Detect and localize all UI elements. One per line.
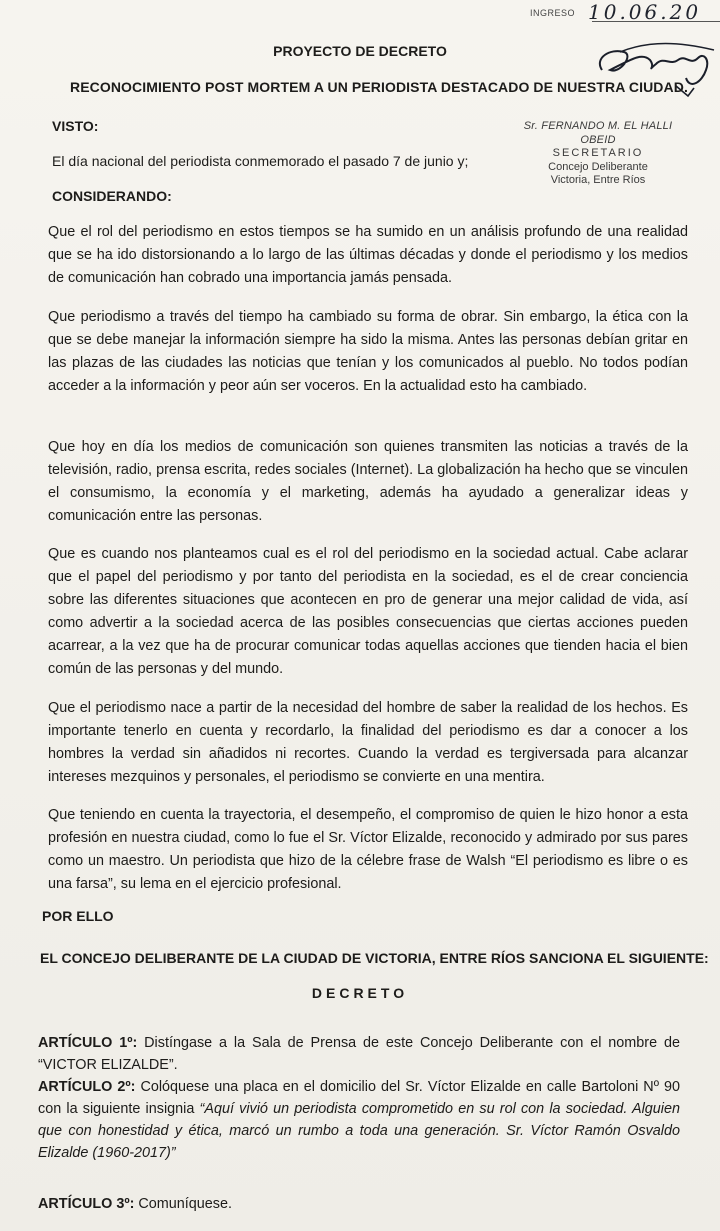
considerando-paragraph: Que periodismo a través del tiempo ha cambiado su forma de obrar. Sin embargo, la ética con la que se debe manejar la información siempre ha sido la misma. Antes las personas debían gritar en las plazas de las ciudades las noticias que tenían y los comunicados al pueblo. No todos podían acceder a la información y peor aún ser voceros. En la actualidad esto ha cambiado.	[48, 309, 688, 394]
article-3	[38, 1193, 680, 1215]
article-1	[38, 1032, 680, 1076]
considerando-paragraph: Que el periodismo nace a partir de la necesidad del hombre de saber la realidad de los hechos. Es importante tenerlo en cuenta y recordarlo, la finalidad del periodismo es dar a conocer a los hombres la verdad sin añadidos ni recortes. Cuando la verdad es tergiversada para alcanzar intereses mezquinos y personales, el periodismo se convierte en una mentira.	[48, 700, 688, 785]
article-2-text: Colóquese una placa en el domicilio del Sr. Víctor Elizalde en calle Bartoloni Nº 90 con la siguiente insignia	[38, 1079, 680, 1117]
visto-text: El día nacional del periodista conmemorado el pasado 7 de junio y;	[52, 153, 469, 169]
document-subtitle: RECONOCIMIENTO POST MORTEM A UN PERIODISTA DESTACADO DE NUESTRA CIUDAD.	[70, 79, 688, 95]
secretary-seal	[508, 120, 688, 188]
seal-name: Sr. FERNANDO M. EL HALLI OBEID	[523, 120, 673, 146]
seal-org: Concejo Deliberante	[548, 160, 648, 173]
considerando-paragraph: Que el rol del periodismo en estos tiempos se ha sumido en un análisis profundo de una realidad que se ha ido distorsionando a lo largo de las últimas décadas y donde el periodismo y los medios de comunicación han cobrado una importancia jamás pensada.	[48, 224, 688, 286]
stamp-line	[592, 21, 720, 22]
article-2	[38, 1076, 680, 1164]
considerando-paragraph: Que es cuando nos planteamos cual es el rol del periodismo en la sociedad actual. Cabe aclarar que el papel del periodismo y por tanto del periodista en la sociedad, es el de crear conciencia sobre las diferentes situaciones que acontecen en pro de generar una mejor calidad de vida, así como advertir a la sociedad acerca de las posibles consecuencias que ciertas acciones pueden acarrear, a la vez que ha de procurar comunicar todas aquellas acciones que tienden hacia el bien común de las personas y del mundo.	[48, 546, 688, 677]
considerando-paragraph: Que teniendo en cuenta la trayectoria, el desempeño, el compromiso de quien le hizo honor a esta profesión en nuestra ciudad, como lo fue el Sr. Víctor Elizalde, reconocido y admirado por sus pares como un maestro. Un periodista que hizo de la célebre frase de Walsh “El periodismo es libre o es una farsa”, su lema en el ejercicio profesional.	[48, 807, 688, 892]
por-ello-heading: POR ELLO	[42, 908, 114, 924]
article-2-label: ARTÍCULO 2º:	[38, 1079, 136, 1095]
article-3-text: Comuníquese.	[134, 1196, 232, 1212]
article-2-insignia: “Aquí vivió un periodista comprometido en su rol con la sociedad. Alguien que con honestidad y ética, marcó un rumbo a toda una generación. Sr. Víctor Ramón Osvaldo Elizalde (1960-2017)”	[38, 1101, 680, 1161]
stamp-date: 10.06.20	[588, 0, 702, 24]
seal-role: SECRETARIO	[552, 147, 644, 159]
seal-place: Victoria, Entre Ríos	[550, 174, 646, 186]
considerando-paragraph: Que hoy en día los medios de comunicación son quienes transmiten las noticias a través de la televisión, radio, prensa escrita, redes sociales (Internet). La globalización ha hecho que se vinculen el consumismo, la economía y el marketing, además ha ayudado a generalizar ideas y comunicación entre las personas.	[48, 439, 688, 524]
document-title: PROYECTO DE DECRETO	[273, 43, 447, 59]
concejo-sanciona-heading: EL CONCEJO DELIBERANTE DE LA CIUDAD DE VICTORIA, ENTRE RÍOS SANCIONA EL SIGUIENTE:	[40, 950, 709, 966]
article-1-text: Distíngase a la Sala de Prensa de este Concejo Deliberante con el nombre de “VICTOR ELIZALDE”.	[38, 1035, 680, 1073]
decreto-heading: DECRETO	[311, 985, 409, 1001]
reception-stamp	[530, 2, 720, 32]
article-3-label: ARTÍCULO 3º:	[38, 1196, 135, 1212]
considerando-label: CONSIDERANDO:	[52, 188, 172, 204]
stamp-label: INGRESO	[530, 8, 576, 18]
article-1-label: ARTÍCULO 1º:	[38, 1035, 138, 1051]
visto-label: VISTO:	[52, 118, 99, 134]
